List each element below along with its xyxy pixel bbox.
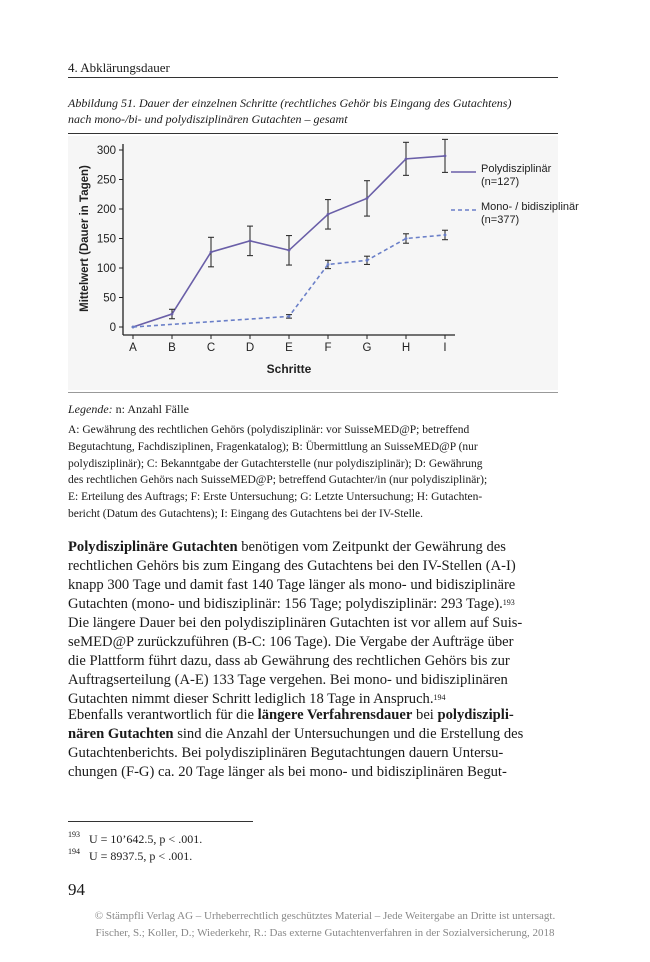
x-tick-label: G (362, 342, 372, 354)
data-point (366, 259, 369, 262)
x-tick-label: F (324, 342, 332, 354)
data-point (288, 315, 291, 318)
figure-caption-line: Abbildung 51. Dauer der einzelnen Schritte (rechtliches Gehör bis Eingang des Gutachtens) (68, 96, 512, 110)
paragraph-text: Gutachten nimmt dieser Schritt lediglich 18 Tage in Anspruch. (68, 691, 434, 707)
step-legend (68, 422, 558, 523)
data-point (444, 234, 447, 237)
page-number: 94 (68, 880, 85, 899)
bold-phrase: nären Gutachten (68, 726, 174, 742)
data-point (288, 249, 291, 252)
y-tick-label: 150 (96, 233, 116, 246)
y-tick-label: 100 (96, 263, 116, 275)
y-tick-label: 300 (96, 145, 116, 157)
footnote-number: 193 (68, 830, 80, 839)
figure-caption (68, 95, 558, 127)
paragraph-line: Gutachtenberichts. Bei polydisziplinären Begutachtungen dauern Untersu- (68, 745, 504, 761)
x-tick-label: I (443, 342, 447, 354)
paragraph-line (68, 706, 558, 725)
x-axis-title: Schritte (266, 362, 312, 376)
y-tick-label: 200 (96, 204, 116, 216)
paragraph-line (68, 595, 558, 614)
data-point (327, 213, 330, 216)
footnote-number: 194 (68, 847, 80, 856)
x-tick-label: E (285, 342, 293, 354)
legend-note-label: Legende: (68, 402, 113, 416)
caption-rule (68, 133, 558, 134)
footnote-ref[interactable]: 194 (433, 693, 446, 702)
paragraph-2 (68, 706, 558, 782)
footnote-194 (68, 849, 192, 864)
step-legend-line: E: Erteilung des Auftrags; F: Erste Untersuchung; G: Letzte Untersuchung; H: Gutachten- (68, 491, 483, 504)
footnote-193 (68, 832, 202, 847)
x-tick-label: C (206, 342, 216, 354)
paragraph-line: chungen (F-G) ca. 20 Tage länger als bei mono- und bidisziplinären Begut- (68, 764, 507, 780)
running-header: 4. Abklärungsdauer (68, 60, 170, 75)
paragraph-text: Ebenfalls verantwortlich für die (68, 707, 258, 723)
header-rule (68, 77, 558, 78)
data-point (444, 155, 447, 158)
footnote-ref[interactable]: 193 (502, 598, 515, 607)
step-legend-line: des rechtlichen Gehörs nach SuisseMED@P; betreffend Gutachter/in (nur polydisziplinär); (68, 474, 488, 487)
bold-lead: Polydisziplinäre Gutachten (68, 539, 238, 555)
legend-label: Polydisziplinär (481, 163, 552, 175)
copyright-footer: © Stämpfli Verlag AG – Urheberrechtlich geschütztes Material – Jede Weitergabe an Dritte ist untersagt. (94, 910, 556, 922)
x-tick-label: D (245, 342, 255, 354)
y-tick-label: 250 (96, 174, 116, 187)
data-point (210, 251, 213, 254)
chart-rule (68, 392, 558, 393)
data-point (249, 239, 252, 242)
data-point (327, 263, 330, 266)
footnote-text: U = 8937.5, p < .001. (89, 849, 193, 863)
data-point (366, 197, 369, 200)
paragraph-line: seMED@P zurückzuführen (B-C: 106 Tage). Die Vergabe der Aufträge über (68, 634, 514, 650)
paragraph-line (68, 538, 558, 557)
paragraph-1 (68, 538, 558, 709)
legend-label: Mono- / bidisziplinär (481, 201, 579, 213)
line-chart (68, 136, 579, 390)
chart-area (68, 136, 579, 390)
paragraph-line: Auftragserteilung (A-E) 133 Tage vergehen. Bei mono- und bidisziplinären (68, 672, 508, 688)
chart-legend (451, 163, 579, 226)
bold-phrase: polydiszipli- (437, 707, 514, 723)
citation-footer: Fischer, S.; Koller, D.; Wiederkehr, R.: Das externe Gutachtenverfahren in der Sozialversicherung, 2018 (95, 927, 555, 939)
y-tick-label: 0 (109, 322, 116, 334)
legend-sublabel: (n=377) (481, 214, 520, 226)
x-tick-label: H (401, 342, 411, 354)
paragraph-line (68, 725, 558, 744)
y-tick-label: 50 (103, 292, 116, 305)
paragraph-text: Gutachten (mono- und bidisziplinär: 156 Tage; polydisziplinär: 293 Tage). (68, 596, 503, 612)
data-point (405, 237, 408, 240)
figure-caption-line: nach mono-/bi- und polydisziplinären Gutachten – gesamt (68, 112, 348, 126)
legend-sublabel: (n=127) (481, 176, 520, 188)
x-tick-label: A (129, 342, 137, 354)
data-point (132, 326, 135, 329)
step-legend-line: A: Gewährung des rechtlichen Gehörs (polydisziplinär: vor SuisseMED@P; betreffend (68, 424, 470, 436)
legend-note (68, 402, 189, 417)
paragraph-text: sind die Anzahl der Untersuchungen und die Erstellung des (173, 726, 524, 742)
paragraph-text: bei (412, 707, 438, 723)
step-legend-line: bericht (Datum des Gutachtens); I: Eingang des Gutachtens bei der IV-Stelle. (68, 507, 424, 520)
footnote-rule (68, 821, 253, 822)
chart-axes (79, 144, 455, 376)
paragraph-line: knapp 300 Tage und damit fast 140 Tage länger als mono- und bidisziplinäre (68, 577, 516, 593)
paragraph-line: die Plattform führt dazu, dass ab Gewährung des rechtlichen Gehörs bis zur (68, 653, 510, 669)
bold-phrase: längere Verfahrensdauer (257, 707, 413, 723)
step-legend-line: polydisziplinär); C: Bekanntgabe der Gutachterstelle (nur polydisziplinär); D: Gewährung (68, 457, 483, 470)
y-axis-title: Mittelwert (Dauer in Tagen) (79, 165, 91, 312)
x-tick-label: B (168, 342, 176, 354)
chart-series (132, 139, 448, 328)
step-legend-line: Begutachtung, Fachdisziplinen, Fragenkatalog); B: Übermittlung an SuisseMED@P (nur (68, 440, 478, 453)
paragraph-line: Die längere Dauer bei den polydisziplinären Gutachten ist vor allem auf Suis- (68, 615, 523, 631)
legend-note-text: n: Anzahl Fälle (112, 402, 189, 416)
paragraph-line: rechtlichen Gehörs bis zum Eingang des Gutachtens bei den IV-Stellen (A-I) (68, 558, 516, 574)
paragraph-text: benötigen vom Zeitpunkt der Gewährung des (237, 539, 506, 555)
footnote-text: U = 10’642.5, p < .001. (89, 832, 203, 846)
data-point (405, 157, 408, 160)
data-point (171, 313, 174, 316)
